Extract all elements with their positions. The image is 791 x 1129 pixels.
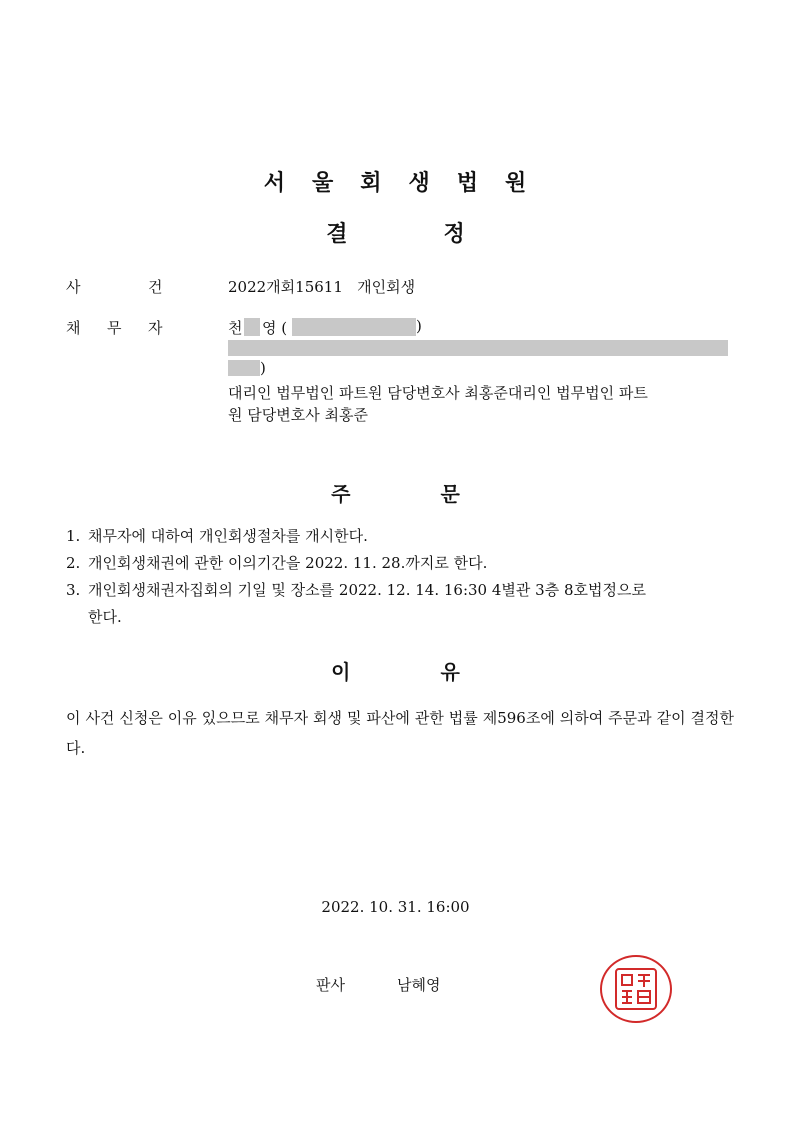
debtor-agent-line1: 대리인 법무법인 파트원 담당변호사 최홍준대리인 법무법인 파트 [228, 384, 648, 402]
order-item-number: 2. [66, 554, 81, 572]
redacted-address [228, 340, 728, 356]
redacted-name-char [244, 318, 260, 336]
debtor-label-char: 자 [148, 319, 163, 337]
debtor-agent-line2: 원 담당변호사 최홍준 [228, 406, 368, 424]
order-item [66, 523, 734, 550]
court-name-char: 서 [263, 171, 286, 196]
court-name-char: 회 [360, 171, 383, 196]
order-item-text: 채무자에 대하여 개인회생절차를 개시한다. [88, 527, 368, 545]
document-title-char: 정 [443, 222, 465, 247]
court-name-char: 법 [456, 171, 480, 196]
judge-name: 남혜영 [397, 976, 441, 994]
court-name-char: 울 [311, 171, 335, 196]
order-item [66, 550, 734, 577]
address-close-paren: ) [260, 359, 266, 377]
document-title-char: 결 [326, 222, 348, 247]
debtor-label-char: 채 [66, 319, 81, 337]
redacted-address-end [228, 360, 260, 376]
judge-title: 판사 [316, 976, 345, 994]
document-title [0, 217, 791, 248]
order-item-continuation: 한다. [88, 608, 122, 626]
order-heading [0, 478, 791, 507]
case-number: 2022개회15611 개인회생 [228, 278, 416, 296]
order-item-number: 1. [66, 527, 81, 545]
court-name-char: 원 [505, 171, 528, 196]
case-label-char: 사 [66, 278, 81, 296]
debtor-label-char: 무 [107, 319, 122, 337]
order-item-text: 개인회생채권에 관한 이의기간을 2022. 11. 28.까지로 한다. [88, 554, 488, 572]
order-heading-char: 주 [331, 482, 351, 506]
reason-heading-char: 유 [440, 660, 460, 684]
order-item-text: 개인회생채권자집회의 기일 및 장소를 2022. 12. 14. 16:30 4별관 3층 8호법정으로 [88, 581, 646, 599]
reason-heading-char: 이 [331, 660, 351, 684]
court-name [0, 166, 791, 197]
order-heading-char: 문 [440, 482, 460, 506]
debtor-name-last: 영 ( [262, 319, 288, 337]
close-paren: ) [416, 317, 422, 335]
case-label-char: 건 [148, 278, 163, 296]
debtor-name-first: 천 [228, 319, 243, 337]
order-item [66, 577, 734, 604]
reason-text: 이 사건 신청은 이유 있으므로 채무자 회생 및 파산에 관한 법률 제596조에 의하여 주문과 같이 결정한다. [66, 709, 734, 757]
court-seal-icon [600, 955, 672, 1023]
decision-date: 2022. 10. 31. 16:00 [321, 898, 470, 916]
redacted-id [292, 318, 416, 336]
order-item-number: 3. [66, 581, 81, 599]
court-name-char: 생 [408, 171, 431, 196]
reason-heading [0, 656, 791, 685]
